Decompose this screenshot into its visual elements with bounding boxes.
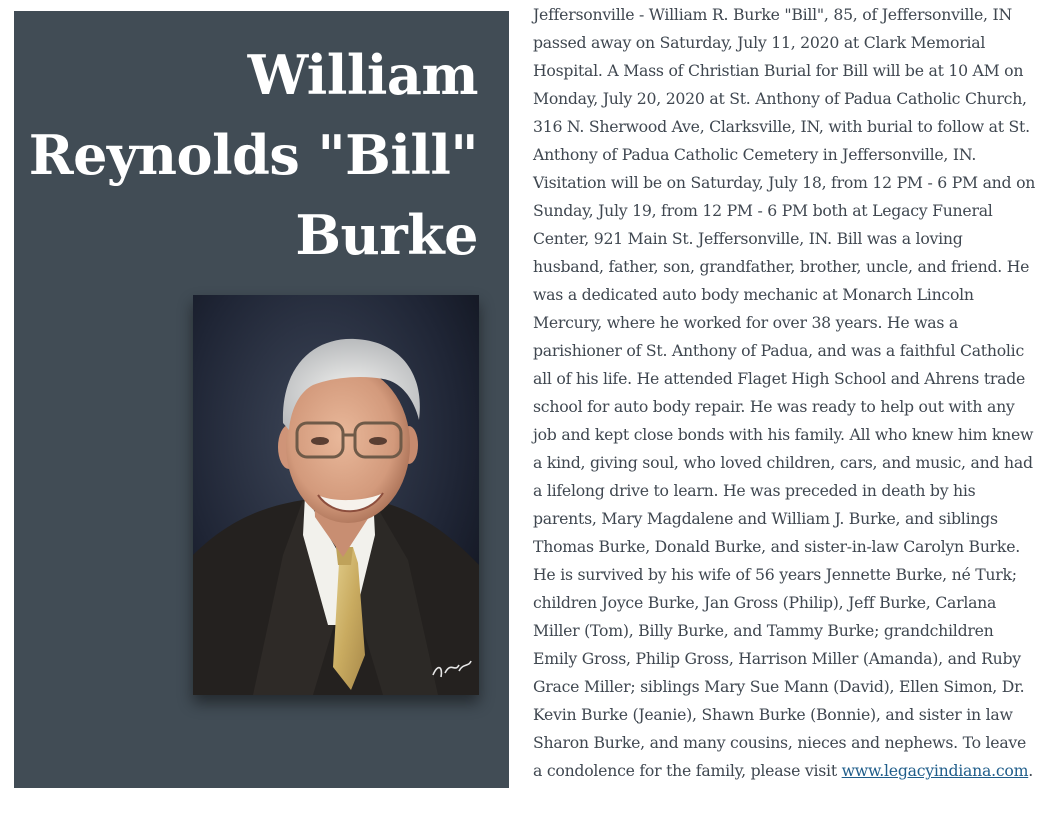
name-line-first: William bbox=[247, 43, 478, 107]
name-line-last: Burke bbox=[295, 203, 478, 267]
obituary-text bbox=[533, 1, 1038, 785]
deceased-name-heading bbox=[8, 35, 478, 275]
name-line-middle: Reynolds "Bill" bbox=[28, 123, 478, 187]
name-panel bbox=[14, 11, 509, 788]
portrait-photo bbox=[193, 295, 479, 695]
condolence-link[interactable]: www.legacyindiana.com bbox=[841, 761, 1029, 780]
obituary-trailing: . bbox=[1028, 761, 1033, 780]
obituary-body: Jeffersonville - William R. Burke "Bill", 85, of Jeffersonville, IN passed away on Saturday, July 11, 2020 at Clark Memorial Hospital. A Mass of Christian Burial for Bill will be at 10 AM on Monday, July 20, 2020 at St. Anthony of Padua Catholic Church, 316 N. Sherwood Ave, Clarksville, IN, with burial to follow at St. Anthony of Padua Catholic Cemetery in Jeffersonville, IN. Visitation will be on Saturday, July 18, from 12 PM - 6 PM and on Sunday, July 19, from 12 PM - 6 PM both at Legacy Funeral Center, 921 Main St. Jeffersonville, IN. Bill was a loving husband, father, son, grandfather, brother, uncle, and friend. He was a dedicated auto body mechanic at Monarch Lincoln Mercury, where he worked for over 38 years. He was a parishioner of St. Anthony of Padua, and was a faithful Catholic all of his life. He attended Flaget High School and Ahrens trade school for auto body repair. He was ready to help out with any job and kept close bonds with his family. All who knew him knew a kind, giving soul, who loved children, cars, and music, and had a lifelong drive to learn. He was preceded in death by his parents, Mary Magdalene and William J. Burke, and siblings Thomas Burke, Donald Burke, and sister-in-law Carolyn Burke. He is survived by his wife of 56 years Jennette Burke, né Turk; children Joyce Burke, Jan Gross (Philip), Jeff Burke, Carlana Miller (Tom), Billy Burke, and Tammy Burke; grandchildren Emily Gross, Philip Gross, Harrison Miller (Amanda), and Ruby Grace Miller; siblings Mary Sue Mann (David), Ellen Simon, Dr. Kevin Burke (Jeanie), Shawn Burke (Bonnie), and sister in law Sharon Burke, and many cousins, nieces and nephews. To leave a condolence for the family, please visit bbox=[533, 5, 1036, 780]
